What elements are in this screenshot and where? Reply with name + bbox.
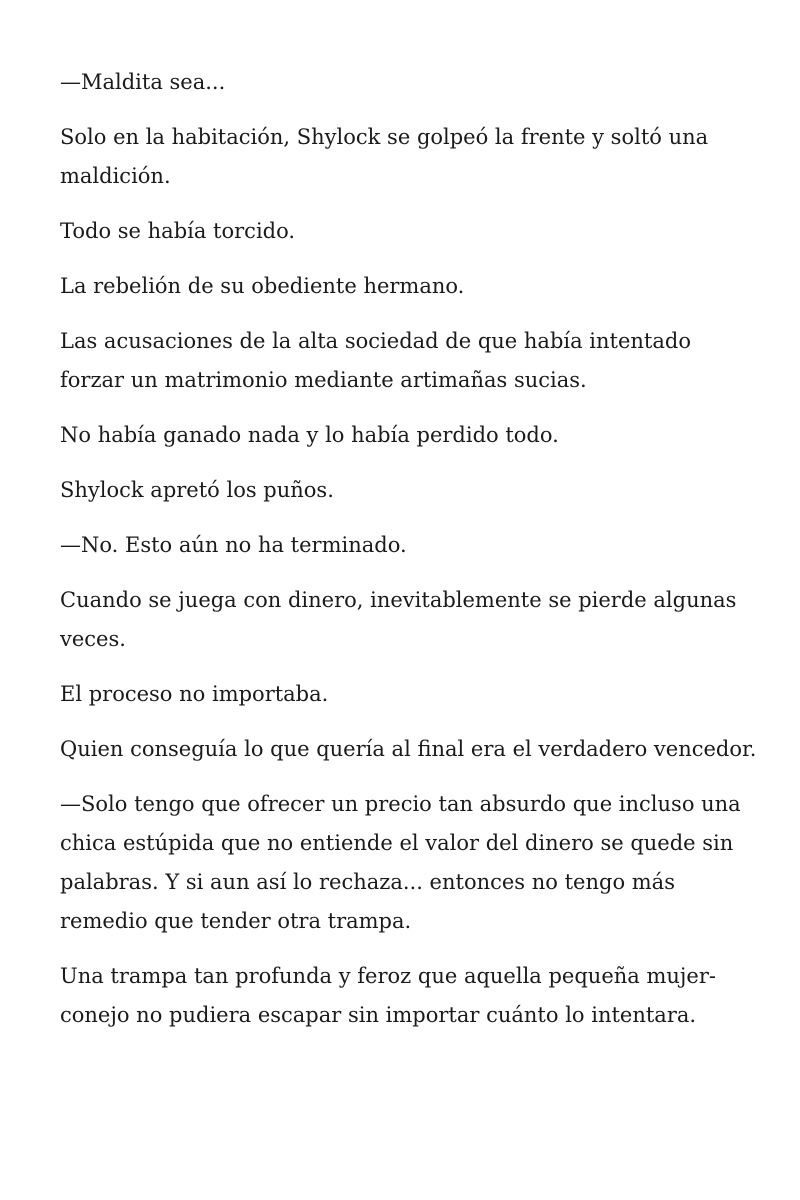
paragraph: —Solo tengo que ofrecer un precio tan absurdo que incluso una chica estúpida que no entiende el valor del dinero se quede sin palabras. Y si aun así lo rechaza... entonces no tengo más remedio que tender otra trampa. [60, 792, 741, 933]
paragraph: Solo en la habitación, Shylock se golpeó la frente y soltó una maldición. [60, 125, 709, 188]
paragraph: Quien conseguía lo que quería al final era el verdadero vencedor. [60, 737, 757, 761]
paragraph: —Maldita sea... [60, 70, 226, 94]
document-page [60, 63, 760, 1051]
paragraph: El proceso no importaba. [60, 682, 329, 706]
paragraph: Una trampa tan profunda y feroz que aquella pequeña mujer-conejo no pudiera escapar sin importar cuánto lo intentara. [60, 964, 716, 1027]
paragraph: Shylock apretó los puños. [60, 478, 334, 502]
paragraph: La rebelión de su obediente hermano. [60, 274, 465, 298]
paragraph: No había ganado nada y lo había perdido todo. [60, 423, 559, 447]
paragraph: —No. Esto aún no ha terminado. [60, 533, 407, 557]
paragraph: Todo se había torcido. [60, 219, 296, 243]
paragraph: Cuando se juega con dinero, inevitablemente se pierde algunas veces. [60, 588, 737, 651]
paragraph: Las acusaciones de la alta sociedad de que había intentado forzar un matrimonio mediante artimañas sucias. [60, 329, 691, 392]
